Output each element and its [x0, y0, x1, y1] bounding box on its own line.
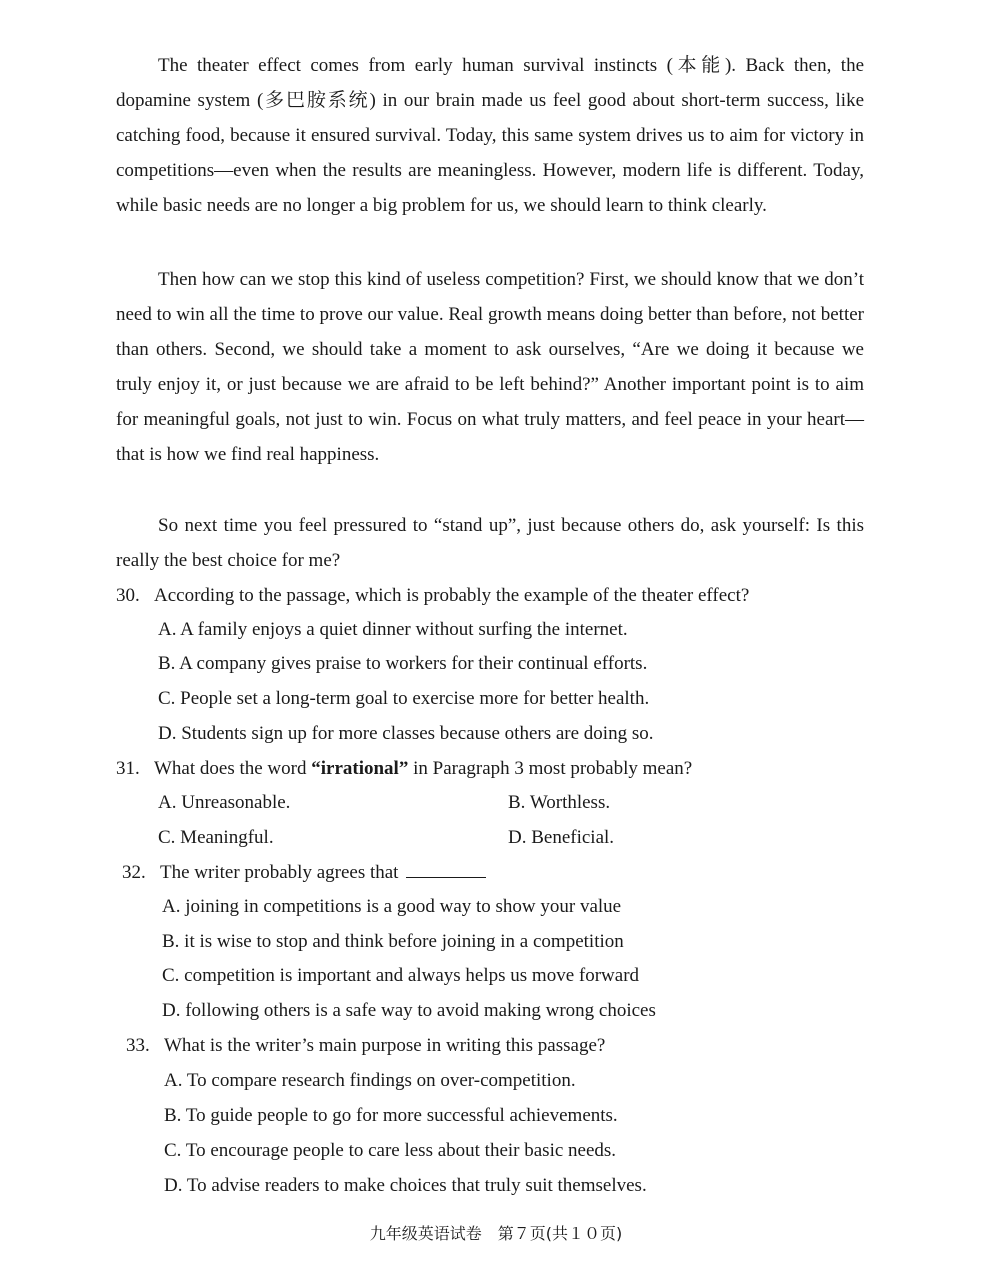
paragraph-theater-effect — [116, 48, 864, 223]
question-stem: The writer probably agrees that — [160, 862, 399, 883]
option-31-d: D. Beneficial. — [508, 827, 615, 848]
question-stem: What is the writer’s main purpose in writing this passage? — [164, 1035, 606, 1056]
option-30-b: B. A company gives praise to workers for their continual efforts. — [158, 653, 648, 674]
option-32-c: C. competition is important and always helps us move forward — [162, 965, 640, 986]
paragraph-text: So next time you feel pressured to “stand up”, just because others do, ask yourself: Is this really the best choice for me? — [116, 515, 864, 571]
option-32-a: A. joining in competitions is a good way to show your value — [162, 896, 622, 917]
paragraph-conclusion — [116, 508, 864, 578]
page-footer: 九年级英语试卷 第７页(共１０页) — [369, 1224, 623, 1243]
question-32 — [122, 855, 870, 890]
option-31-b: B. Worthless. — [508, 792, 611, 813]
option-31-c: C. Meaningful. — [158, 827, 274, 848]
option-30-c: C. People set a long-term goal to exercise more for better health. — [158, 688, 650, 709]
question-number: 31. — [116, 758, 140, 779]
paragraph-text: The theater effect comes from early human survival instincts (本能). Back then, the dopamine system (多巴胺系统) in our brain made us feel good about short-term success, like catching food, because it ensured survival. Today, this same system drives us to aim for victory in competitions—even when the results are meaningless. However, modern life is different. Today, while basic needs are no longer a big problem for us, we should learn to think clearly. — [116, 55, 864, 216]
option-33-b: B. To guide people to go for more successful achievements. — [164, 1105, 618, 1126]
option-31-a: A. Unreasonable. — [158, 792, 291, 813]
question-number: 30. — [116, 585, 140, 606]
question-stem: According to the passage, which is probably the example of the theater effect? — [154, 585, 750, 606]
question-stem-post: in Paragraph 3 most probably mean? — [408, 758, 693, 779]
option-30-a: A. A family enjoys a quiet dinner without surfing the internet. — [158, 619, 628, 640]
answer-blank — [406, 859, 486, 878]
option-33-d: D. To advise readers to make choices that truly suit themselves. — [164, 1175, 647, 1196]
option-30-d: D. Students sign up for more classes because others are doing so. — [158, 723, 654, 744]
question-number: 33. — [126, 1035, 150, 1056]
question-33 — [126, 1028, 874, 1063]
option-32-b: B. it is wise to stop and think before joining in a competition — [162, 931, 624, 952]
question-31 — [116, 751, 864, 786]
question-30 — [116, 578, 864, 613]
paragraph-stop-competition — [116, 262, 864, 472]
option-33-c: C. To encourage people to care less about their basic needs. — [164, 1140, 617, 1161]
question-stem-pre: What does the word — [154, 758, 312, 779]
option-32-d: D. following others is a safe way to avoid making wrong choices — [162, 1000, 656, 1021]
question-keyword: “irrational” — [311, 758, 409, 779]
option-33-a: A. To compare research findings on over-competition. — [164, 1070, 576, 1091]
paragraph-text: Then how can we stop this kind of useless competition? First, we should know that we don’t need to win all the time to prove our value. Real growth means doing better than before, not better than others. Second, we should take a moment to ask ourselves, “Are we doing it because we truly enjoy it, or just because we are afraid to be left behind?” Another important point is to aim for meaningful goals, not just to win. Focus on what truly matters, and feel peace in your heart—that is how we find real happiness. — [116, 269, 864, 465]
question-number: 32. — [122, 862, 146, 883]
